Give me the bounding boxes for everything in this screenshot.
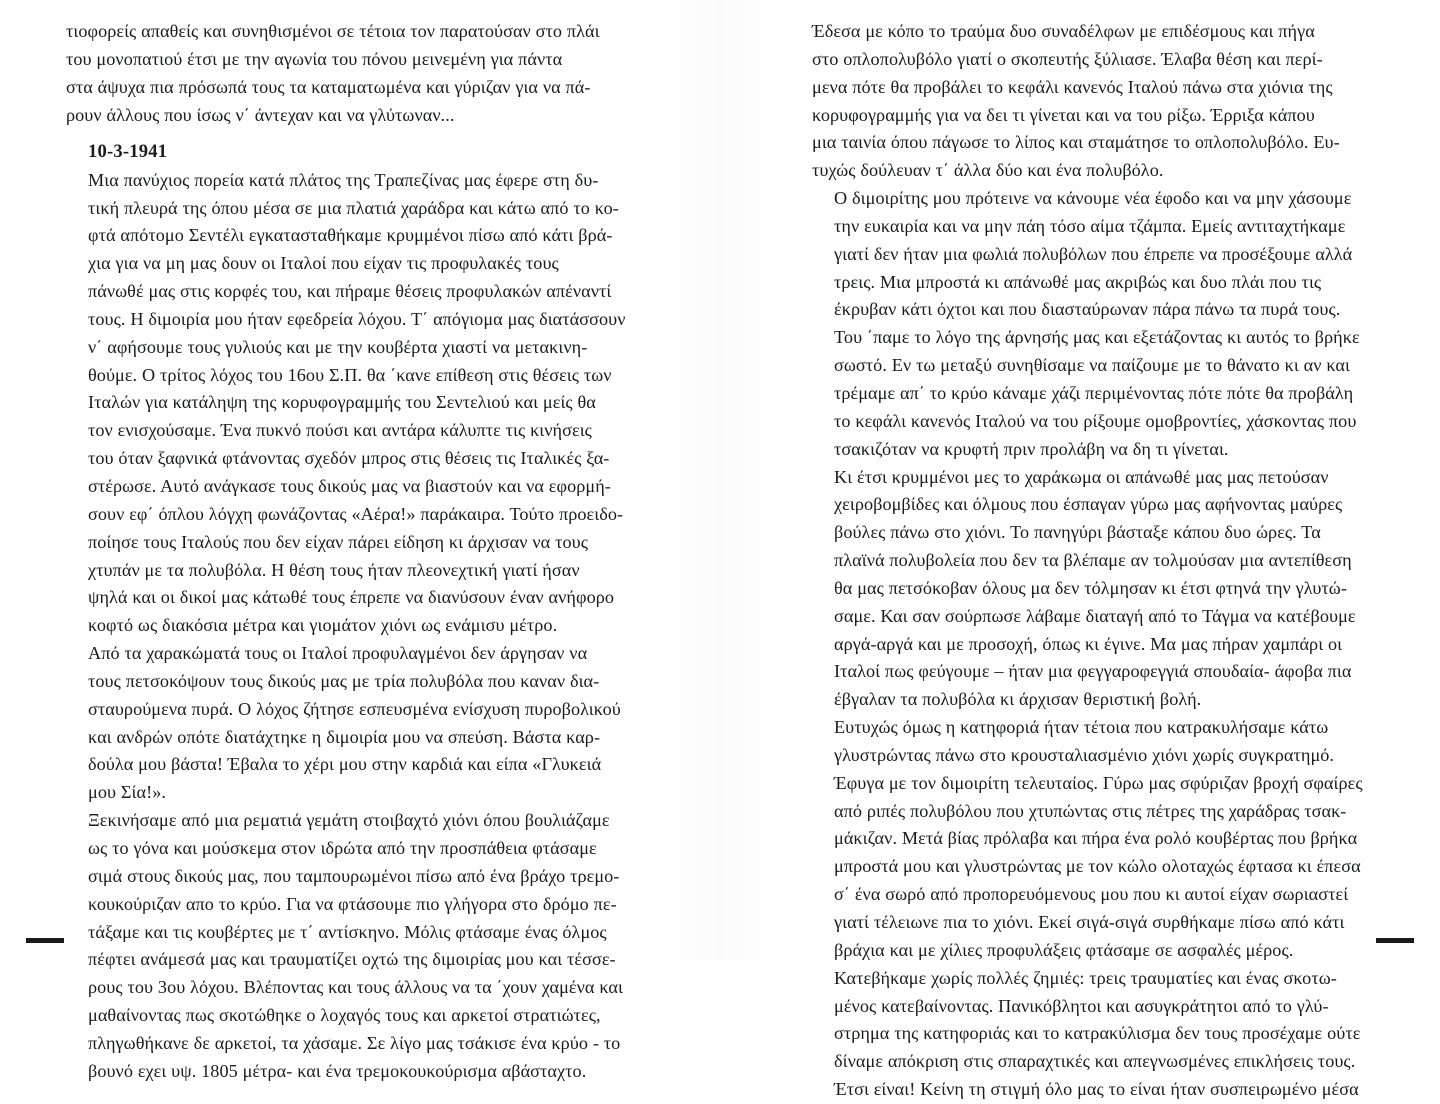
text-line: του όταν ξαφνικά φτάνοντας σχεδόν μπρος στις θέσεις τις Ιταλικές ξα- xyxy=(88,448,610,469)
right-page xyxy=(720,0,1440,1100)
text-line: έβγαλαν τα πολυβόλα κι άρχισαν θεριστική βολή. xyxy=(834,689,1202,710)
continued-paragraph xyxy=(66,18,640,129)
text-line: σταυρούμενα πυρά. Ο λόχος ζήτησε εσπευσμένα ενίσχυση πυροβολικού xyxy=(88,698,621,719)
text-line: Μια πανύχιος πορεία κατά πλάτος της Τραπεζίνας μας έφερε στη δυ- xyxy=(88,169,599,190)
text-line: αργά-αργά και με προσοχή, όπως κι έγινε. Μα μας πήραν χαμπάρι οι xyxy=(834,633,1343,654)
text-line: Έφυγα με τον διμοιρίτη τελευταίος. Γύρω μας σφύριζαν βροχή σφαίρες xyxy=(834,772,1363,793)
text-line: μου Σία!». xyxy=(88,782,167,803)
text-line: Έτσι είναι! Κείνη τη στιγμή όλο μας το είναι ήταν συσπειρωμένο μέσα xyxy=(834,1079,1359,1100)
text-line: Κατεβήκαμε χωρίς πολλές ζημιές: τρεις τραυματίες και ένας σκοτω- xyxy=(834,967,1337,988)
paragraph xyxy=(812,965,1386,1104)
text-line: γιατί τέλειωνε πια το χιόνι. Εκεί σιγά-σιγά συρθήκαμε πίσω από κάτι xyxy=(834,912,1345,932)
text-line: τσακιζόταν να κρυφτή πριν προλάβη να δη τι γίνεται. xyxy=(834,438,1229,459)
text-line: μάκιζαν. Μετά βίας πρόλαβα και πήρα ένα ρολό κουβέρτας που βρήκα xyxy=(834,828,1358,849)
text-line: τρέμαμε απ΄ το κρύο κάναμε χάζι περιμένοντας πότε πότε θα προβάλη xyxy=(834,382,1354,403)
text-line: χειροβομβίδες και όλμους που έσπαγαν γύρω μας αφήνοντας μαύρες xyxy=(834,494,1343,515)
text-line: Ο διμοιρίτης μου πρότεινε να κάνουμε νέα έφοδο και να μην χάσουμε xyxy=(834,188,1352,209)
paragraph xyxy=(812,185,1386,463)
registration-mark-bottom-left xyxy=(26,938,64,943)
text-line: κοφτό ως διακόσια μέτρα και γιομάτον χιόνι ως ενάμισυ μέτρο. xyxy=(88,615,558,636)
text-line: Του ΄παμε το λόγο της άρνησής μας και εξετάζοντας κι αυτός το βρήκε xyxy=(834,327,1360,348)
text-line: ως το γόνα και μούσκεμα στον ιδρώτα από την προσπάθεια φτάσαμε xyxy=(88,837,597,858)
text-line: τική πλευρά της όπου μέσα σε μια πλατιά χαράδρα και κάτω από το κο- xyxy=(88,197,619,218)
text-line: δούλα μου βάστα! Έβαλα το χέρι μου στην καρδιά και είπα «Γλυκειά xyxy=(88,754,602,775)
text-line: πλαϊνά πολυβολεία που δεν τα βλέπαμε αν τολμούσαν μια αντεπίθεση xyxy=(834,550,1352,571)
text-line: πληγωθήκανε δε αρκετοί, τα χάσαμε. Σε λίγο μας τσάκισε ένα κρύο - το xyxy=(88,1032,621,1053)
text-line: χια για να μη μας δουν οι Ιταλοί που είχαν τις προφυλακές τους xyxy=(88,253,559,274)
registration-mark-bottom-right xyxy=(1376,938,1414,943)
text-line: μια ταινία όπου πάγωσε το λίπος και σταμάτησε το οπλοπολυβόλο. Ευ- xyxy=(812,132,1340,153)
text-line: ρουν άλλους που ίσως ν΄ άντεχαν και να γλύτωναν... xyxy=(66,104,455,125)
text-line: σωστό. Εν τω μεταξύ συνηθίσαμε να παίζουμε με το θάνατο κι αν και xyxy=(834,355,1350,376)
text-line: θούμε. Ο τρίτος λόχος του 16ου Σ.Π. θα ΄κανε επίθεση στις θέσεις των xyxy=(88,364,612,385)
text-line: φτά απότομο Σεντέλι εγκατασταθήκαμε κρυμμένοι πίσω από κάτι βρά- xyxy=(88,225,613,246)
text-line: μένος κατεβαίνοντας. Πανικόβλητοι και ασυγκράτητοι από το γλύ- xyxy=(834,995,1329,1016)
text-line: βούλες πάνω στο χιόνι. Το πανηγύρι βάσταξε κάπου δυο ώρες. Τα xyxy=(834,522,1321,543)
text-line: στα άψυχα πια πρόσωπά τους τα καταματωμένα και γύριζαν για να πά- xyxy=(66,76,591,97)
text-line: Από τα χαρακώματά τους οι Ιταλοί προφυλαγμένοι δεν άργησαν να xyxy=(88,643,588,664)
text-line: σουν εφ΄ όπλου λόγχη φωνάζοντας «Αέρα!» παράκαιρα. Τούτο προειδο- xyxy=(88,503,624,524)
text-line: μαθαίνοντας πως σκοτώθηκε ο λοχαγός τους και αρκετοί στρατιώτες, xyxy=(88,1005,601,1026)
text-line: τάξαμε και τις κουβέρτες με τ΄ αντίσκηνο. Μόλις φτάσαμε ένας όλμος xyxy=(88,921,607,942)
text-line: πάνωθέ μας στις κορφές του, και πήραμε θέσεις προφυλακών απέναντί xyxy=(88,281,612,302)
text-line: και ανδρών οπότε διατάχτηκε η διμοιρία μου να σπεύση. Βάστα καρ- xyxy=(88,726,601,747)
text-line: έκρυβαν κάτι όχτοι και που διασταύρωναν πάρα πάνω τα πυρά τους. xyxy=(834,299,1341,320)
paragraph xyxy=(66,807,640,1085)
text-line: στρημα της κατηφοριάς και το κατρακύλισμα δεν τους προσέχαμε ούτε xyxy=(834,1023,1361,1044)
text-line: Ιταλοί πως φεύγουμε – ήταν μια φεγγαροφεγγιά σπουδαία- άφοβα πια xyxy=(834,661,1352,682)
text-line: θα μας πετσόκοβαν όλους μα δεν τόλμησαν κι έτσι φτηνά την γλυτώ- xyxy=(834,577,1347,598)
text-line: στέρωσε. Αυτό ανάγκασε τους δικούς μας να βιαστούν και να εφορμή- xyxy=(88,476,611,496)
paragraph xyxy=(812,464,1386,715)
text-line: χτυπάν με τα πολυβόλα. Η θέση τους ήταν πλεονεχτική γιατί ήσαν xyxy=(88,559,580,580)
text-line: του μονοπατιού έτσι με την αγωνία του πόνου μεινεμένη για πάντα xyxy=(66,48,563,69)
paragraph xyxy=(66,640,640,807)
text-line: σαμε. Και σαν σούρπωσε λάβαμε διαταγή από το Τάγμα να κατέβουμε xyxy=(834,605,1356,626)
text-line: μενα πότε θα προβάλει το κεφάλι κανενός Ιταλού πάνω στα χιόνια της xyxy=(812,76,1333,97)
text-line: ρους του 3ου λόχου. Βλέποντας και τους άλλους να τα ΄χουν χαμένα και xyxy=(88,977,623,998)
left-page-textblock xyxy=(66,18,640,1086)
text-line: από ριπές πολυβόλου που χτυπώντας στις πέτρες της χαράδρας τσακ- xyxy=(834,800,1347,821)
text-line: δίναμε απόκριση στις σπαραχτικές και απεγνωσμένες επικλήσεις τους. xyxy=(834,1051,1356,1072)
text-line: τον ενισχούσαμε. Ένα πυκνό πούσι και αντάρα κάλυπτε τις κινήσεις xyxy=(88,420,592,441)
text-line: Ευτυχώς όμως η κατηφοριά ήταν τέτοια που κατρακυλήσαμε κάτω xyxy=(834,717,1329,738)
text-line: σιμά στους δικούς μας, που ταμπουρωμένοι πίσω από ένα βράχο τρεμο- xyxy=(88,865,620,886)
text-line: τυχώς δούλευαν τ΄ άλλα δύο και ένα πολυβόλο. xyxy=(812,160,1164,181)
text-line: τους πετσοκόψουν τους δικούς μας με τρία πολυβόλα που καναν δια- xyxy=(88,670,600,691)
text-line: το κεφάλι κανενός Ιταλού να του ρίξουμε ομοβροντίες, χάσκοντας που xyxy=(834,410,1357,431)
text-line: ν΄ αφήσουμε τους γυλιούς και με την κουβέρτα χιαστί να μετακινη- xyxy=(88,336,588,357)
text-line: γλυστρώντας πάνω στο κρουσταλιασμένιο χιόνι χωρίς συγκρατημό. xyxy=(834,744,1335,765)
text-line: Ξεκινήσαμε από μια ρεματιά γεμάτη στοιβαχτό χιόνι όπου βουλιάζαμε xyxy=(88,810,610,831)
text-line: πέφτει ανάμεσά μας και τραυματίζει οχτώ της διμοιρίας μου και τέσσε- xyxy=(88,949,616,970)
text-line: Έδεσα με κόπο το τραύμα δυο συναδέλφων με επιδέσμους και πήγα xyxy=(812,21,1315,41)
text-line: Κι έτσι κρυμμένοι μες το χαράκωμα οι απάνωθέ μας μας πετούσαν xyxy=(834,466,1329,487)
text-line: ψηλά και οι δικοί μας κάτωθέ τους έπρεπε να διανύσουν έναν ανήφορο xyxy=(88,587,615,608)
paragraph xyxy=(812,18,1386,185)
diary-date-heading: 10-3-1941 xyxy=(88,140,168,162)
text-line: κουκούριζαν απο το κρύο. Για να φτάσουμε πιο γλήγορα στο δρόμο πε- xyxy=(88,893,617,914)
text-line: ποίησε τους Ιταλούς που δεν είχαν πάρει είδηση κι άρχισαν να τους xyxy=(88,531,588,552)
text-line: τιοφορείς απαθείς και συνηθισμένοι σε τέτοια τον παρατούσαν στο πλάι xyxy=(66,21,600,41)
text-line: κορυφογραμμής για να δει τι γίνεται και να του ρίξω. Έρριξα κάπου xyxy=(812,104,1315,125)
right-page-textblock xyxy=(812,18,1386,1104)
text-line: τρεις. Μια μπροστά κι απάνωθέ μας ακριβώς και δυο πλάι που τις xyxy=(834,271,1322,292)
text-line: μπροστά μου και γλυστρώντας με τον κώλο ολοταχώς έφτασα κι έπεσα xyxy=(834,856,1361,877)
text-line: Ιταλών για κατάληψη της κορυφογραμμής του Σεντελιού και μείς θα xyxy=(88,392,596,413)
text-line: τους. Η διμοιρία μου ήταν εφεδρεία λόχου. Τ΄ απόγιομα μας διατάσσουν xyxy=(88,308,626,329)
text-line: την ευκαιρία και να μην πάη τόσο αίμα τζάμπα. Εμείς αντιταχτήκαμε xyxy=(834,215,1346,236)
paragraph xyxy=(66,167,640,640)
text-line: βουνό εχει υψ. 1805 μέτρα- και ένα τρεμοκουκούρισμα αβάσταχτο. xyxy=(88,1060,587,1081)
paragraph xyxy=(812,714,1386,965)
text-line: βράχια και με χίλιες προφυλάξεις φτάσαμε σε ασφαλές μέρος. xyxy=(834,939,1294,960)
left-page xyxy=(0,0,720,1081)
text-line: στο οπλοπολυβόλο γιατί ο σκοπευτής ξύλιασε. Έλαβα θέση και περί- xyxy=(812,48,1323,69)
text-line: σ΄ ένα σωρό από προπορευόμενους μου που κι αυτοί είχαν σωριαστεί xyxy=(834,884,1349,905)
text-line: γιατί δεν ήταν μια φωλιά πολυβόλων που έπρεπε να προσέξουμε αλλά xyxy=(834,243,1353,264)
